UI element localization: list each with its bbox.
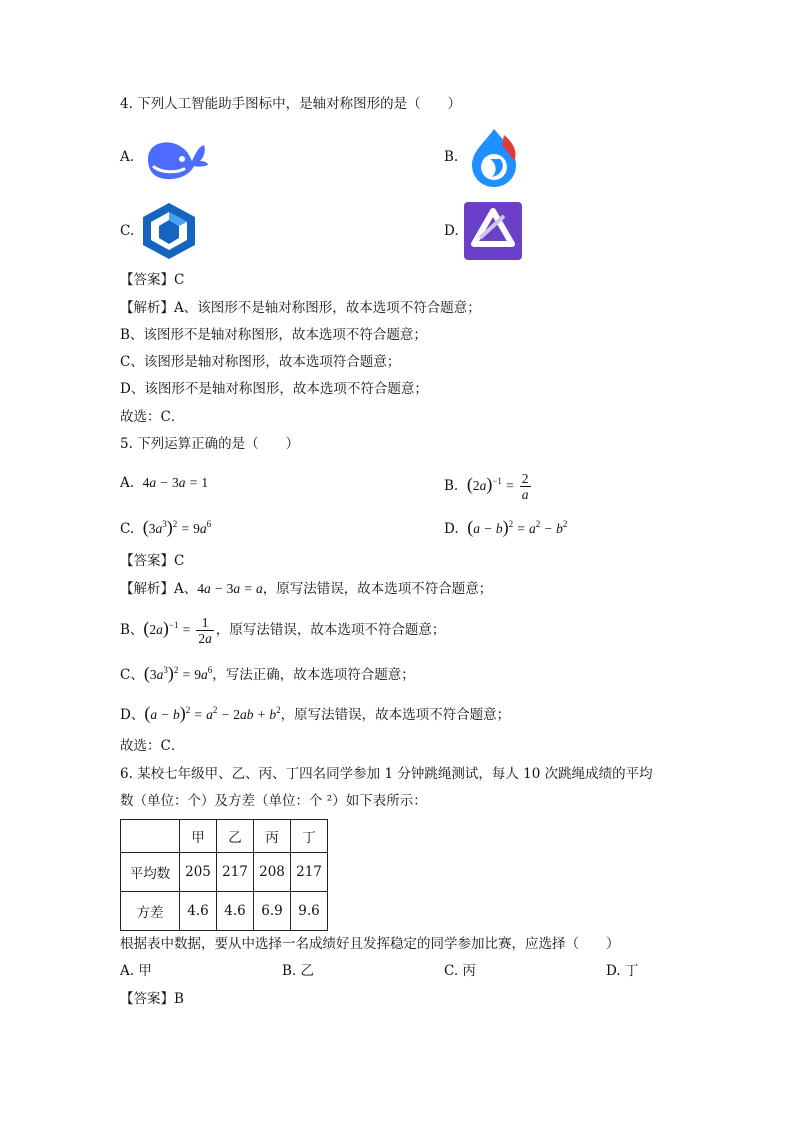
q5-option-c-expr: $(3a^3)^2 = 9a^6$ <box>142 517 212 537</box>
table-header-cell <box>121 820 180 853</box>
q6-stem-line1: 6. 某校七年级甲、乙、丙、丁四名同学参加 1 分钟跳绳测试，每人 10 次跳绳成绩的平均 <box>120 766 653 782</box>
q5-analysis-c-suffix: ，写法正确，故本选项符合题意； <box>212 667 415 683</box>
q6-option-c: C. 丙 <box>444 963 476 979</box>
table-header-row <box>121 820 328 853</box>
q5-option-b-expr: $(2a)^{-1}$ = $\frac{2}{a}$ <box>466 471 529 503</box>
q5-option-a-expr: 4a − 3a = 1 <box>142 475 209 490</box>
q5-answer: 【答案】C <box>120 553 185 569</box>
score-table <box>120 819 328 931</box>
q5-analysis-a-suffix: ，原写法错误，故本选项不符合题意； <box>262 581 493 597</box>
table-header-cell: 甲 <box>180 820 217 853</box>
table-cell: 208 <box>254 853 291 892</box>
q5-analysis-d <box>120 704 510 724</box>
q4-analysis-c: C、该图形是轴对称图形，故本选项符合题意； <box>120 354 401 370</box>
table-header-cell: 丙 <box>254 820 291 853</box>
hexagon-cube-logo-icon <box>140 201 198 261</box>
q5-option-d-label: D. <box>444 521 459 537</box>
q4-analysis-b: B、该图形不是轴对称图形，故本选项不符合题意； <box>120 327 427 343</box>
table-cell: 217 <box>291 853 328 892</box>
q5-analysis-c <box>120 664 415 684</box>
q4-option-d-label: D. <box>444 223 459 239</box>
table-header-cell: 丁 <box>291 820 328 853</box>
q5-analysis-d-prefix: D、 <box>120 707 145 723</box>
q5-analysis-d-expr: $(a - b)^2 = a^2 - 2ab + b^2$ <box>144 703 281 723</box>
q6-option-d: D. 丁 <box>606 963 639 979</box>
q5-option-b <box>444 466 533 504</box>
table-cell: 217 <box>217 853 254 892</box>
table-header-cell: 乙 <box>217 820 254 853</box>
table-cell: 4.6 <box>217 892 254 931</box>
q6-option-a: A. 甲 <box>120 963 152 979</box>
q5-option-d-expr: $(a - b)^2 = a^2 - b^2$ <box>467 517 568 537</box>
q4-analysis-a: 【解析】A、该图形不是轴对称图形，故本选项不符合题意； <box>120 300 481 316</box>
q6-answer: 【答案】B <box>120 991 184 1007</box>
q4-option-a-label: A. <box>120 149 135 165</box>
q4-conclusion: 故选：C． <box>120 409 185 425</box>
flame-drop-logo-icon <box>466 125 522 189</box>
table-cell: 4.6 <box>180 892 217 931</box>
q5-conclusion: 故选：C． <box>120 738 185 754</box>
q5-analysis-a-prefix: 【解析】A、 <box>120 581 198 597</box>
q5-analysis-b <box>120 610 445 648</box>
table-cell: 6.9 <box>254 892 291 931</box>
q6-option-b: B. 乙 <box>282 963 315 979</box>
table-cell: 9.6 <box>291 892 328 931</box>
table-row <box>121 892 328 931</box>
q5-option-a <box>120 474 208 492</box>
q5-stem: 5. 下列运算正确的是（ ） <box>120 436 300 452</box>
q4-option-c-label: C. <box>120 223 135 239</box>
q5-analysis-b-expr: $(2a)^{-1}$ = $\frac{1}{2a}$ <box>143 615 212 647</box>
q5-analysis-c-prefix: C、 <box>120 667 144 683</box>
q5-option-a-label: A. <box>120 475 135 491</box>
q5-analysis-a <box>120 580 492 598</box>
q4-stem: 4. 下列人工智能助手图标中，是轴对称图形的是（ ） <box>120 96 462 112</box>
q5-option-d <box>444 518 567 538</box>
whale-logo-icon <box>142 133 210 183</box>
table-cell: 方差 <box>121 892 180 931</box>
q5-analysis-c-expr: $(3a^3)^2 = 9a^6$ <box>143 663 213 683</box>
q4-answer: 【答案】C <box>120 272 185 288</box>
q6-stem-line2: 数（单位：个）及方差（单位：个 ²）如下表所示： <box>120 793 427 809</box>
q4-analysis-d: D、该图形不是轴对称图形，故本选项不符合题意； <box>120 381 428 397</box>
q4-option-b-label: B. <box>444 149 459 165</box>
q5-analysis-b-prefix: B、 <box>120 622 144 638</box>
q5-analysis-d-suffix: ，原写法错误，故本选项不符合题意； <box>280 707 511 723</box>
q5-option-c-label: C. <box>120 521 135 537</box>
q5-option-b-label: B. <box>444 478 459 494</box>
triangle-knot-logo-icon <box>464 202 522 260</box>
q5-analysis-a-expr: 4a − 3a = a <box>197 581 263 596</box>
q5-analysis-b-suffix: ，原写法错误，故本选项不符合题意； <box>215 622 446 638</box>
table-cell: 平均数 <box>121 853 180 892</box>
q6-question: 根据表中数据，要从中选择一名成绩好且发挥稳定的同学参加比赛，应选择（ ） <box>120 936 620 952</box>
table-cell: 205 <box>180 853 217 892</box>
q5-option-c <box>120 518 211 538</box>
table-row <box>121 853 328 892</box>
